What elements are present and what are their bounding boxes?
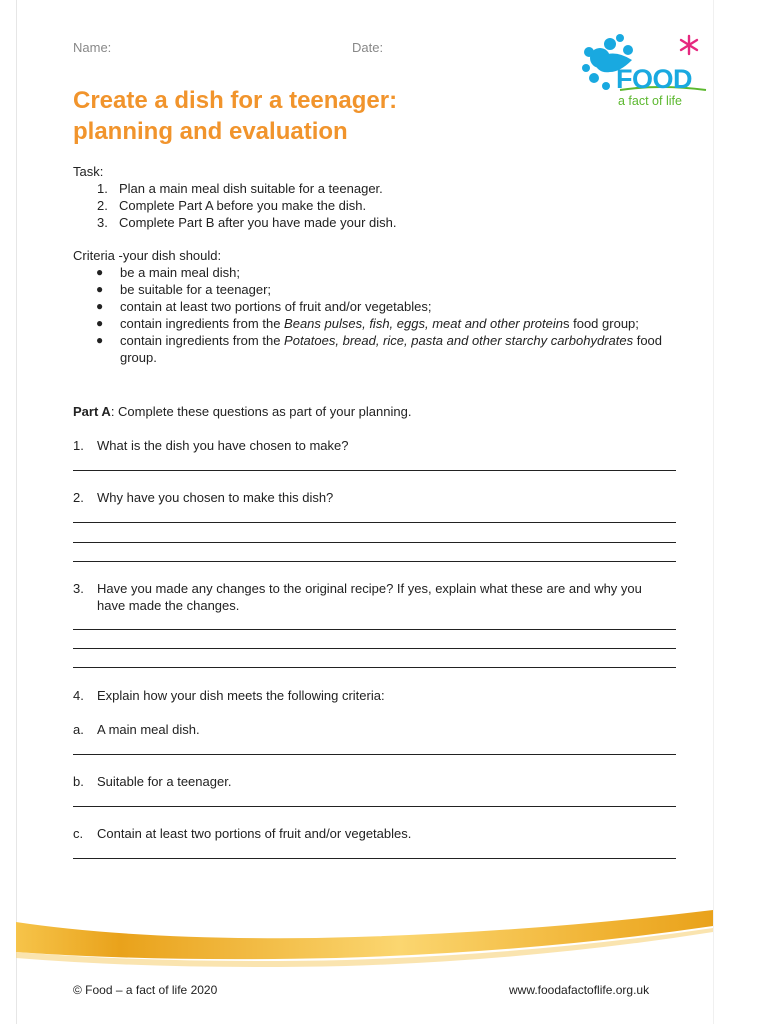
criteria-item: ● contain at least two portions of fruit and/or vegetables;: [96, 299, 432, 314]
bullet-icon: ●: [96, 265, 104, 279]
logo-word: FOOD: [616, 64, 692, 94]
footer-copyright: © Food – a fact of life 2020: [73, 983, 218, 997]
step-number: 2.: [97, 198, 108, 213]
answer-line[interactable]: [73, 470, 676, 471]
food-a-fact-of-life-logo: [580, 32, 712, 114]
date-label: Date:: [352, 40, 384, 55]
answer-line[interactable]: [73, 629, 676, 630]
criteria-label: Criteria -your dish should:: [73, 248, 222, 263]
answer-line[interactable]: [73, 561, 676, 562]
criteria-list: [94, 264, 674, 366]
title-line-2: planning and evaluation: [73, 118, 348, 145]
bullet-icon: ●: [96, 299, 104, 313]
footer-url[interactable]: www.foodafactoflife.org.uk: [509, 983, 650, 997]
task-step: [97, 197, 396, 214]
step-text: Complete Part B after you have made your dish.: [119, 215, 397, 230]
criteria-item: ● be suitable for a teenager;: [96, 282, 272, 297]
logo-tagline: a fact of life: [618, 94, 682, 108]
answer-line[interactable]: [73, 806, 676, 807]
page-edge-right: [713, 0, 714, 1024]
step-number: 3.: [97, 215, 108, 230]
task-label: Task:: [73, 164, 104, 179]
bullet-icon: ●: [96, 333, 104, 347]
question-4a: a. A main meal dish.: [73, 722, 200, 737]
title-line-1: Create a dish for a teenager:: [73, 87, 398, 114]
bullet-icon: ●: [96, 316, 104, 330]
question-3: 3. Have you made any changes to the original recipe? If yes, explain what these are and why you have made the changes.: [73, 581, 642, 613]
task-step: [97, 180, 396, 197]
part-a-intro: Part A: Complete these questions as part of your planning.: [73, 404, 412, 419]
question-4: 4. Explain how your dish meets the following criteria:: [73, 688, 385, 703]
answer-line[interactable]: [73, 542, 676, 543]
page-edge: [16, 0, 17, 1024]
step-text: Complete Part A before you make the dish.: [119, 198, 367, 213]
question-4c: c. Contain at least two portions of fruit and/or vegetables.: [73, 826, 412, 841]
answer-line[interactable]: [73, 667, 676, 668]
answer-line[interactable]: [73, 754, 676, 755]
criteria-item: ● contain ingredients from the Beans pulses, fish, eggs, meat and other proteins food group;: [96, 316, 639, 331]
task-step: [97, 214, 396, 231]
step-number: 1.: [97, 181, 108, 196]
criteria-item: ● be a main meal dish;: [96, 265, 240, 280]
name-label: Name:: [73, 40, 112, 55]
part-a-label: Part A: [73, 404, 111, 419]
question-4b: b. Suitable for a teenager.: [73, 774, 232, 789]
answer-line[interactable]: [73, 522, 676, 523]
answer-line[interactable]: [73, 648, 676, 649]
decorative-wave: [16, 900, 713, 970]
page-title: [73, 85, 543, 147]
criteria-item: ● contain ingredients from the Potatoes, bread, rice, pasta and other starchy carbohydrates food group.: [96, 333, 663, 365]
bullet-icon: ●: [96, 282, 104, 296]
question-1: 1. What is the dish you have chosen to make?: [73, 438, 349, 453]
step-text: Plan a main meal dish suitable for a teenager.: [119, 181, 383, 196]
task-steps: [97, 180, 396, 231]
answer-line[interactable]: [73, 858, 676, 859]
question-2: 2. Why have you chosen to make this dish?: [73, 490, 334, 505]
